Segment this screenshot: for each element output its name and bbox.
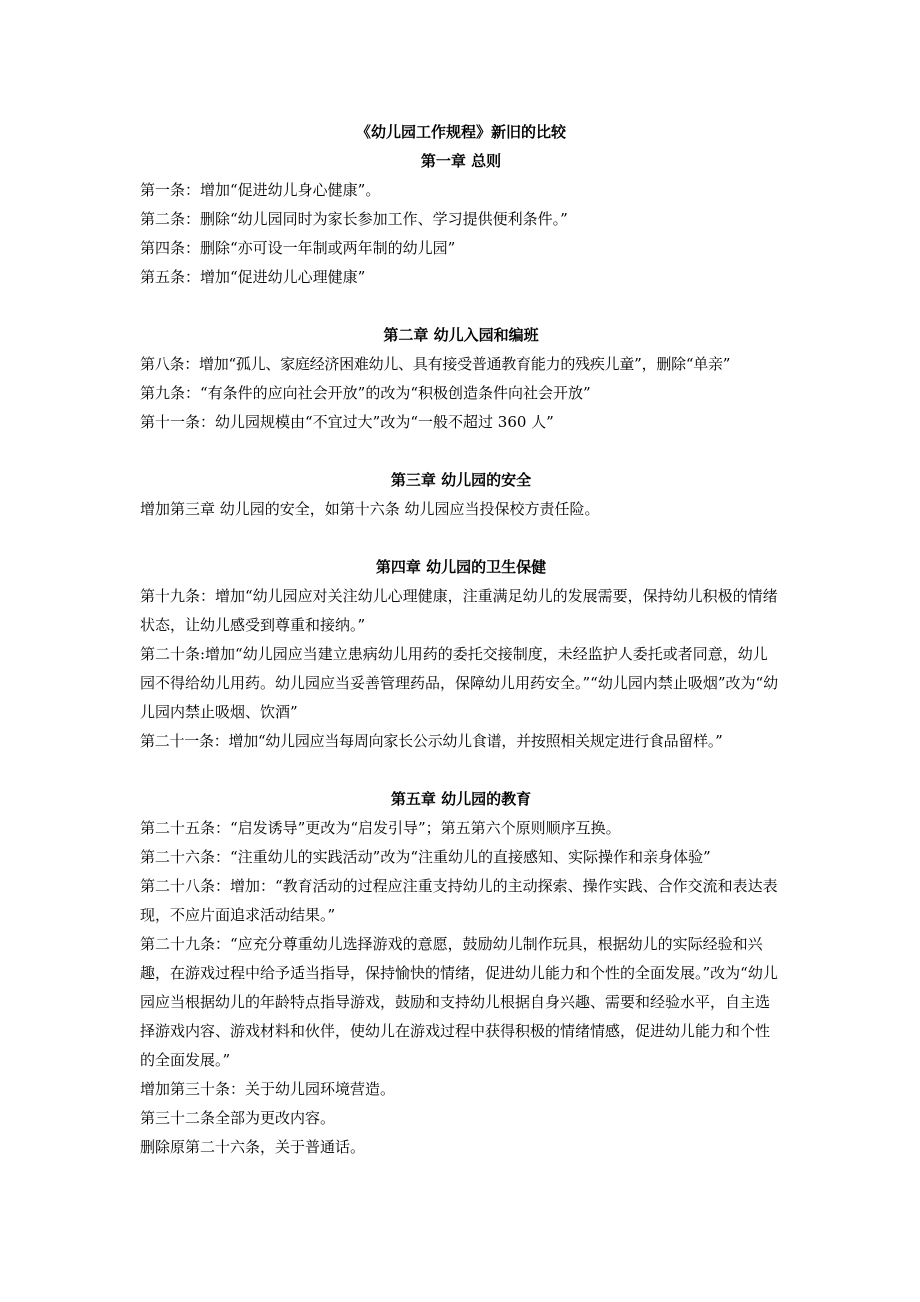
paragraph: 第二十六条：“注重幼儿的实践活动”改为“注重幼儿的直接感知、实际操作和亲身体验”: [140, 848, 711, 866]
section-gap: [140, 437, 782, 466]
paragraph: 第十九条：增加“幼儿园应对关注幼儿心理健康，注重满足幼儿的发展需要，保持幼儿积极的情绪状态，让幼儿感受到尊重和接纳。”: [140, 587, 778, 634]
paragraph: 第四条：删除“亦可设一年制或两年制的幼儿园”: [140, 239, 456, 257]
paragraph: 第二十八条：增加：“教育活动的过程应注重支持幼儿的主动探索、操作实践、合作交流和表达表现，不应片面追求活动结果。”: [140, 877, 778, 924]
section-gap: [140, 756, 782, 785]
section-gap: [140, 292, 782, 321]
chapter-heading: 第四章 幼儿园的卫生保健: [375, 558, 547, 576]
chapter-heading: 第五章 幼儿园的教育: [390, 790, 532, 808]
paragraph: 删除原第二十六条，关于普通话。: [140, 1138, 366, 1156]
chapter-heading: 第一章 总则: [420, 152, 502, 170]
paragraph: 第八条：增加“孤儿、家庭经济困难幼儿、具有接受普通教育能力的残疾儿童”，删除“单亲”: [140, 355, 731, 373]
paragraph: 第二条：删除“幼儿园同时为家长参加工作、学习提供便利条件。”: [140, 210, 568, 228]
document-title: 《幼儿园工作规程》新旧的比较: [355, 123, 566, 141]
paragraph: 增加第三章 幼儿园的安全，如第十六条 幼儿园应当投保校方责任险。: [140, 500, 600, 518]
paragraph: 第二十一条：增加“幼儿园应当每周向家长公示幼儿食谱，并按照相关规定进行食品留样。”: [140, 732, 723, 750]
paragraph: 增加第三十条：关于幼儿园环境营造。: [140, 1080, 396, 1098]
paragraph: 第二十五条：“启发诱导”更改为“启发引导”；第五第六个原则顺序互换。: [140, 819, 621, 837]
document-page: [140, 118, 782, 1162]
chapter-heading: 第三章 幼儿园的安全: [390, 471, 532, 489]
paragraph: 第十一条：幼儿园规模由“不宜过大”改为“一般不超过 360 人”: [140, 413, 554, 431]
paragraph: 第二十九条：“应充分尊重幼儿选择游戏的意愿，鼓励幼儿制作玩具，根据幼儿的实际经验和兴趣，在游戏过程中给予适当指导，保持愉快的情绪，促进幼儿能力和个性的全面发展。”改为“幼儿园应当根据幼儿的年龄特点指导游戏，鼓励和支持幼儿根据自身兴趣、需要和经验水平，自主选择游戏内容、游戏材料和伙伴，使幼儿在游戏过程中获得积极的情绪情感，促进幼儿能力和个性的全面发展。”: [140, 935, 778, 1069]
paragraph: 第九条：“有条件的应向社会开放”的改为“积极创造条件向社会开放”: [140, 384, 591, 402]
paragraph: 第五条：增加“促进幼儿心理健康”: [140, 268, 366, 286]
paragraph: 第一条：增加“促进幼儿身心健康”。: [140, 181, 381, 199]
chapter-heading: 第二章 幼儿入园和编班: [383, 326, 539, 344]
paragraph: 第三十二条全部为更改内容。: [140, 1109, 336, 1127]
paragraph: 第二十条:增加“幼儿园应当建立患病幼儿用药的委托交接制度，未经监护人委托或者同意，幼儿园不得给幼儿用药。幼儿园应当妥善管理药品，保障幼儿用药安全。”“幼儿园内禁止吸烟”改为“幼儿园内禁止吸烟、饮酒”: [140, 645, 779, 721]
section-gap: [140, 524, 782, 553]
